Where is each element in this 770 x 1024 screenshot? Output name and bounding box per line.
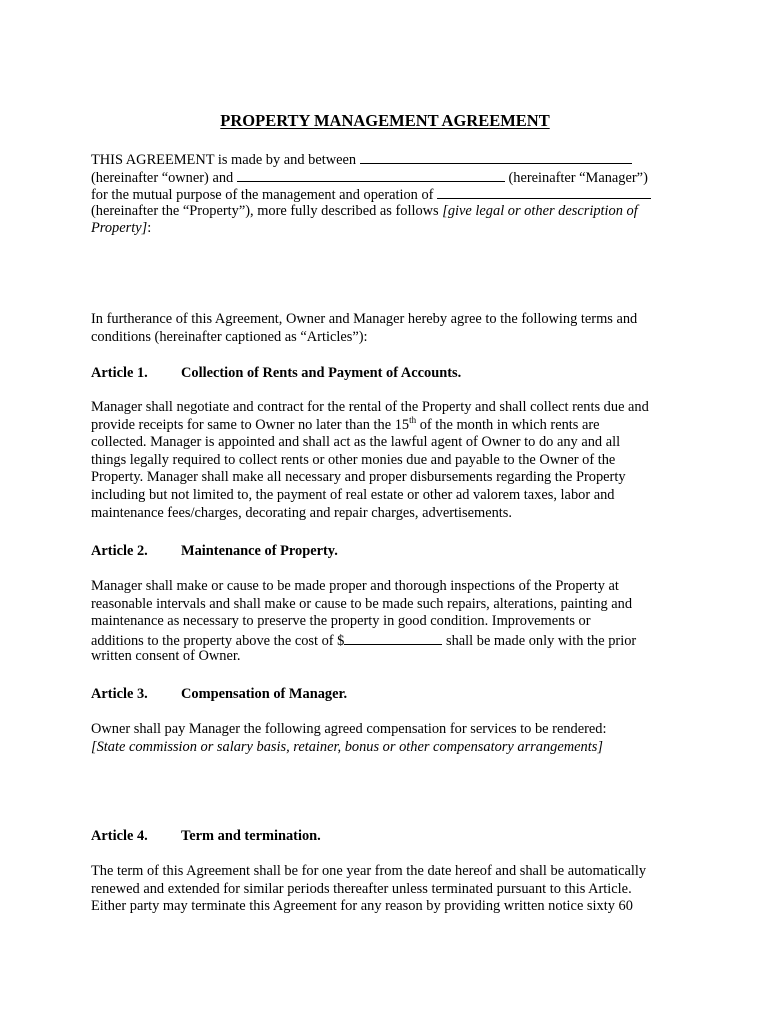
property-name-blank[interactable]: [437, 185, 651, 199]
description-placeholder: [give legal or other description of: [442, 202, 638, 219]
article-line: maintenance fees/charges, decorating and repair charges, advertisements.: [91, 504, 513, 521]
article-line: reasonable intervals and shall make or cause to be made such repairs, alterations, painting and: [91, 595, 633, 612]
article-3-body: [91, 721, 691, 756]
article-line: Manager shall negotiate and contract for the rental of the Property and shall collect rents due and: [91, 399, 649, 415]
article-line: The term of this Agreement shall be for one year from the date hereof and shall be automatically: [91, 863, 647, 879]
intro-line: :: [147, 220, 152, 237]
article-3-heading: [91, 686, 347, 703]
intro-line: THIS AGREEMENT is made by and between: [91, 152, 357, 168]
ordinal-suffix: th: [409, 414, 417, 425]
article-4-heading: [91, 828, 321, 845]
article-1-body: [91, 399, 691, 522]
article-line: maintenance as necessary to preserve the property in good condition. Improvements or: [91, 613, 591, 630]
compensation-placeholder: [State commission or salary basis, retainer, bonus or other compensatory arrangements]: [91, 738, 603, 755]
intro-line: (hereinafter the “Property”), more fully described as follows: [91, 202, 443, 219]
article-number: Article 4.: [91, 828, 148, 844]
article-line: including but not limited to, the payment of real estate or other ad valorem taxes, labor and: [91, 486, 615, 503]
description-placeholder: Property]: [91, 220, 148, 237]
article-line: shall be made only with the prior: [442, 632, 637, 649]
cost-limit-blank[interactable]: [344, 631, 442, 645]
furtherance-paragraph: [91, 311, 691, 346]
furtherance-line: conditions (hereinafter captioned as “Articles”):: [91, 328, 368, 345]
article-title: Term and termination.: [181, 828, 321, 844]
intro-line: (hereinafter “owner) and: [91, 169, 234, 186]
furtherance-line: In furtherance of this Agreement, Owner and Manager hereby agree to the following terms and: [91, 311, 638, 327]
article-line: additions to the property above the cost of $: [91, 632, 345, 649]
article-4-body: [91, 863, 691, 916]
article-number: Article 3.: [91, 686, 148, 702]
article-2-body: [91, 578, 691, 666]
article-line: Property. Manager shall make all necessary and proper disbursements regarding the Property: [91, 469, 626, 486]
article-line: Manager shall make or cause to be made proper and thorough inspections of the Property at: [91, 578, 619, 594]
article-number: Article 1.: [91, 365, 148, 381]
party-manager-blank[interactable]: [237, 168, 505, 182]
intro-line: (hereinafter “Manager”): [508, 169, 648, 186]
intro-paragraph: [91, 150, 691, 238]
article-2-heading: [91, 543, 338, 560]
article-line: Owner shall pay Manager the following agreed compensation for services to be rendered:: [91, 721, 607, 737]
article-line: Either party may terminate this Agreement for any reason by providing written notice sixty 60: [91, 898, 633, 915]
article-line: provide receipts for same to Owner no later than the 15: [91, 416, 410, 433]
page-title: PROPERTY MANAGEMENT AGREEMENT: [220, 111, 550, 130]
article-title: Compensation of Manager.: [181, 686, 348, 702]
intro-line: for the mutual purpose of the management and operation of: [91, 187, 434, 204]
article-1-heading: [91, 365, 461, 382]
article-title: Collection of Rents and Payment of Accounts.: [181, 365, 462, 381]
article-line: of the month in which rents are: [416, 416, 600, 433]
party-owner-blank[interactable]: [360, 150, 632, 164]
article-line: collected. Manager is appointed and shall act as the lawful agent of Owner to do any and all: [91, 434, 621, 451]
article-line: renewed and extended for similar periods thereafter unless terminated pursuant to this Article.: [91, 880, 632, 897]
article-number: Article 2.: [91, 543, 148, 559]
article-line: things legally required to collect rents or other monies due and payable to the Owner of the: [91, 451, 616, 468]
article-title: Maintenance of Property.: [181, 543, 338, 559]
article-line: written consent of Owner.: [91, 648, 241, 665]
